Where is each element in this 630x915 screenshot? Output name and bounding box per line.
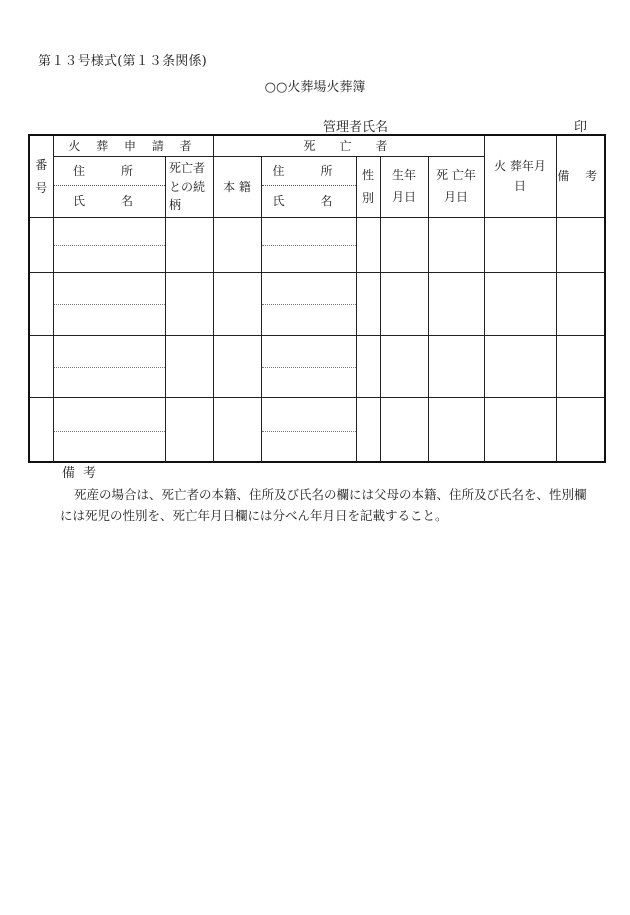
- cell-deceased-name[interactable]: [261, 432, 356, 463]
- cell-cremation-date[interactable]: [484, 273, 556, 336]
- cell-birth-date[interactable]: [380, 218, 428, 273]
- cell-applicant-name[interactable]: [53, 432, 165, 463]
- cell-relation[interactable]: [165, 273, 213, 336]
- table-body: [29, 218, 605, 463]
- cell-gender[interactable]: [356, 336, 380, 398]
- cell-applicant-name[interactable]: [53, 246, 165, 273]
- table-row: [29, 218, 605, 246]
- notes-text: 死産の場合は、死亡者の本籍、住所及び氏名の欄には父母の本籍、住所及び氏名を、性別欄には死児の性別を、死亡年月日欄には分べん年月日を記載すること。: [60, 487, 587, 523]
- table-row: [29, 398, 605, 432]
- table-header: [29, 135, 605, 218]
- header-applicant-address: 住 所: [53, 157, 165, 186]
- header-relation-label: 死亡者との続柄: [169, 161, 206, 213]
- cell-death-date[interactable]: [428, 218, 484, 273]
- cell-relation[interactable]: [165, 218, 213, 273]
- cell-deceased-name[interactable]: [261, 368, 356, 398]
- cell-honseki[interactable]: [213, 273, 261, 336]
- manager-name-label: 管理者氏名: [323, 120, 389, 135]
- cell-remarks[interactable]: [556, 398, 605, 463]
- table-row: [29, 273, 605, 305]
- cell-honseki[interactable]: [213, 336, 261, 398]
- cell-remarks[interactable]: [556, 273, 605, 336]
- cell-death-date[interactable]: [428, 336, 484, 398]
- cell-applicant-name[interactable]: [53, 368, 165, 398]
- form-number: 第１３号様式(第１３条関係): [38, 54, 207, 69]
- header-birth-date-label: 生年月日: [392, 168, 417, 204]
- cell-deceased-address[interactable]: [261, 218, 356, 246]
- cell-number[interactable]: [29, 273, 53, 336]
- header-relation: [165, 157, 213, 218]
- header-birth-date: [380, 157, 428, 218]
- header-cremation-date: [484, 135, 556, 218]
- header-applicant-name: 氏 名: [53, 186, 165, 218]
- cell-deceased-address[interactable]: [261, 273, 356, 305]
- cell-number[interactable]: [29, 336, 53, 398]
- header-applicant-group: 火 葬 申 請 者: [53, 135, 213, 157]
- cell-number[interactable]: [29, 218, 53, 273]
- cell-remarks[interactable]: [556, 218, 605, 273]
- cell-death-date[interactable]: [428, 273, 484, 336]
- header-gender: [356, 157, 380, 218]
- cell-deceased-name[interactable]: [261, 305, 356, 336]
- cell-applicant-address[interactable]: [53, 336, 165, 368]
- header-number-label: 番号: [35, 157, 48, 195]
- cell-gender[interactable]: [356, 398, 380, 463]
- cell-deceased-name[interactable]: [261, 246, 356, 273]
- cell-applicant-name[interactable]: [53, 305, 165, 336]
- cell-number[interactable]: [29, 398, 53, 463]
- seal-mark: 印: [574, 120, 588, 135]
- header-honseki: 本 籍: [213, 157, 261, 218]
- cell-birth-date[interactable]: [380, 398, 428, 463]
- cell-deceased-address[interactable]: [261, 398, 356, 432]
- cell-honseki[interactable]: [213, 398, 261, 463]
- header-deceased-group: 死 亡 者: [213, 135, 484, 157]
- cell-applicant-address[interactable]: [53, 218, 165, 246]
- notes-heading: 備考: [62, 466, 105, 481]
- header-number: [29, 135, 53, 218]
- cell-relation[interactable]: [165, 398, 213, 463]
- header-gender-label: 性別: [362, 168, 375, 205]
- header-remarks: 備 考: [556, 135, 605, 218]
- cell-gender[interactable]: [356, 218, 380, 273]
- cell-cremation-date[interactable]: [484, 218, 556, 273]
- header-deceased-address: 住 所: [261, 157, 356, 186]
- cell-gender[interactable]: [356, 273, 380, 336]
- cell-cremation-date[interactable]: [484, 336, 556, 398]
- cremation-register-table: [28, 134, 606, 463]
- cell-remarks[interactable]: [556, 336, 605, 398]
- cell-relation[interactable]: [165, 336, 213, 398]
- header-cremation-date-label: 火 葬年月日: [494, 159, 546, 193]
- header-deceased-name: 氏 名: [261, 186, 356, 218]
- cell-honseki[interactable]: [213, 218, 261, 273]
- table-row: [29, 336, 605, 368]
- cell-applicant-address[interactable]: [53, 398, 165, 432]
- cell-cremation-date[interactable]: [484, 398, 556, 463]
- cell-birth-date[interactable]: [380, 336, 428, 398]
- header-death-date-label: 死 亡年月日: [436, 168, 476, 204]
- cell-death-date[interactable]: [428, 398, 484, 463]
- cell-birth-date[interactable]: [380, 273, 428, 336]
- cell-deceased-address[interactable]: [261, 336, 356, 368]
- document-title: ○○火葬場火葬簿: [264, 80, 366, 95]
- header-death-date: [428, 157, 484, 218]
- cell-applicant-address[interactable]: [53, 273, 165, 305]
